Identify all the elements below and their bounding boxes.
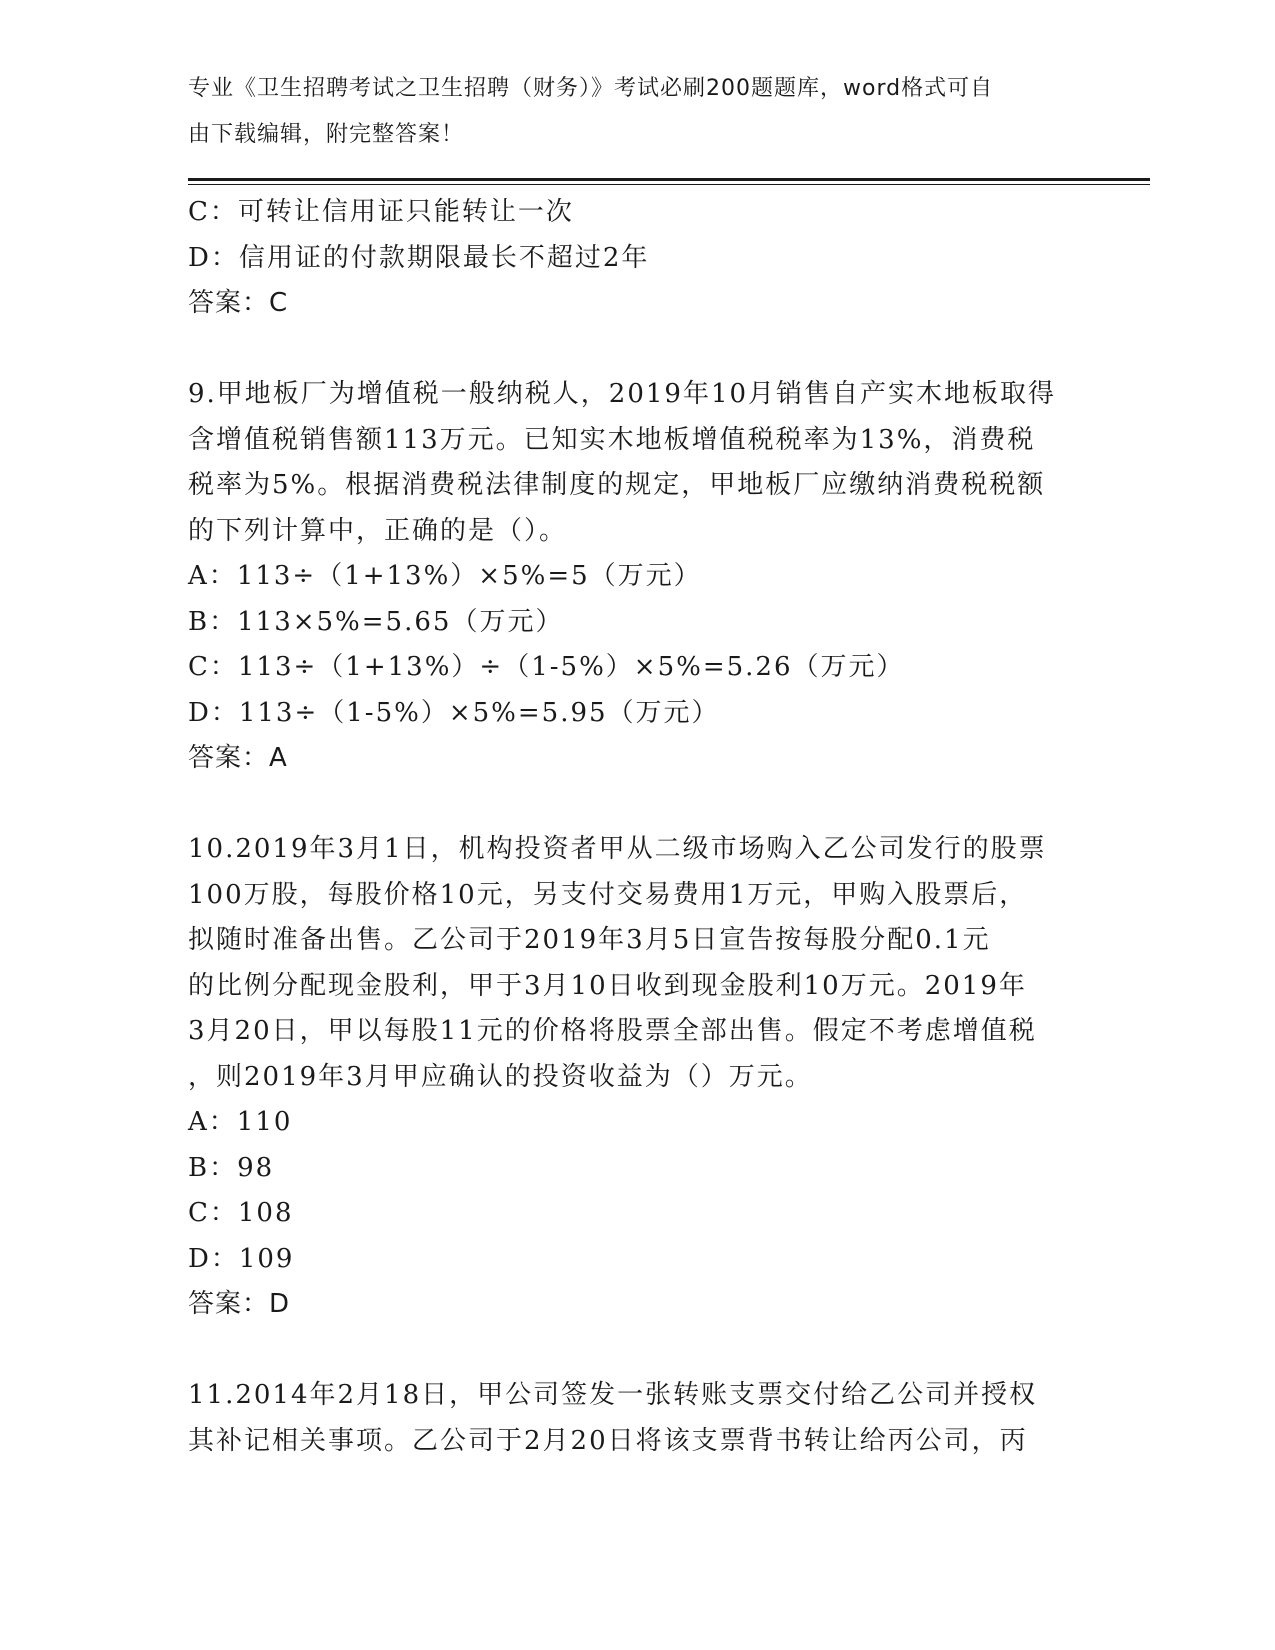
question-stem-line: 3月20日，甲以每股11元的价格将股票全部出售。假定不考虑增值税 xyxy=(188,1016,1037,1046)
question-stem-line: 其补记相关事项。乙公司于2月20日将该支票背书转让给丙公司，丙 xyxy=(188,1425,1028,1456)
answer: 答案：A xyxy=(188,743,288,773)
question-stem-line: ，则2019年3月甲应确认的投资收益为（）万元。 xyxy=(188,1061,813,1092)
option-d: D：109 xyxy=(188,1243,295,1274)
question-8-tail xyxy=(188,190,1088,327)
option-a: A：110 xyxy=(188,1107,293,1137)
question-stem-line: 含增值税销售额113万元。已知实木地板增值税税率为13%，消费税 xyxy=(188,424,1036,455)
option-d: D：信用证的付款期限最长不超过2年 xyxy=(188,242,650,273)
option-a: A：113÷（1+13%）×5%=5（万元） xyxy=(188,561,702,591)
header-rule-thin xyxy=(188,184,1150,185)
option-d: D：113÷（1-5%）×5%=5.95（万元） xyxy=(188,697,720,728)
option-b: B：113×5%=5.65（万元） xyxy=(188,606,564,637)
spacer xyxy=(188,1328,1088,1374)
spacer xyxy=(188,327,1088,373)
spacer xyxy=(188,782,1088,828)
question-stem-line: 税率为5%。根据消费税法律制度的规定，甲地板厂应缴纳消费税税额 xyxy=(188,470,1046,500)
document-header xyxy=(188,72,1068,163)
question-stem-line: 11.2014年2月18日，甲公司签发一张转账支票交付给乙公司并授权 xyxy=(188,1380,1038,1410)
question-stem-line: 的下列计算中，正确的是（）。 xyxy=(188,515,568,546)
question-11 xyxy=(188,1373,1088,1464)
option-c: C：可转让信用证只能转让一次 xyxy=(188,197,574,227)
header-rule-thick xyxy=(188,178,1150,181)
question-stem-line: 的比例分配现金股利，甲于3月10日收到现金股利10万元。2019年 xyxy=(188,970,1027,1001)
question-stem-line: 10.2019年3月1日，机构投资者甲从二级市场购入乙公司发行的股票 xyxy=(188,834,1047,864)
question-stem-line: 9.甲地板厂为增值税一般纳税人，2019年10月销售自产实木地板取得 xyxy=(188,379,1057,409)
option-c: C：108 xyxy=(188,1198,294,1228)
question-9 xyxy=(188,372,1088,782)
answer: 答案：C xyxy=(188,288,289,318)
question-stem-line: 拟随时准备出售。乙公司于2019年3月5日宣告按每股分配0.1元 xyxy=(188,925,991,955)
option-c: C：113÷（1+13%）÷（1-5%）×5%=5.26（万元） xyxy=(188,652,905,682)
question-10 xyxy=(188,827,1088,1328)
option-b: B：98 xyxy=(188,1152,275,1183)
header-line-1: 专业《卫生招聘考试之卫生招聘（财务）》考试必刷200题题库，word格式可自 xyxy=(188,76,994,101)
answer: 答案：D xyxy=(188,1289,291,1319)
question-stem-line: 100万股，每股价格10元，另支付交易费用1万元，甲购入股票后， xyxy=(188,879,1028,910)
header-line-2: 由下载编辑，附完整答案！ xyxy=(188,121,465,147)
document-body xyxy=(188,190,1088,1464)
